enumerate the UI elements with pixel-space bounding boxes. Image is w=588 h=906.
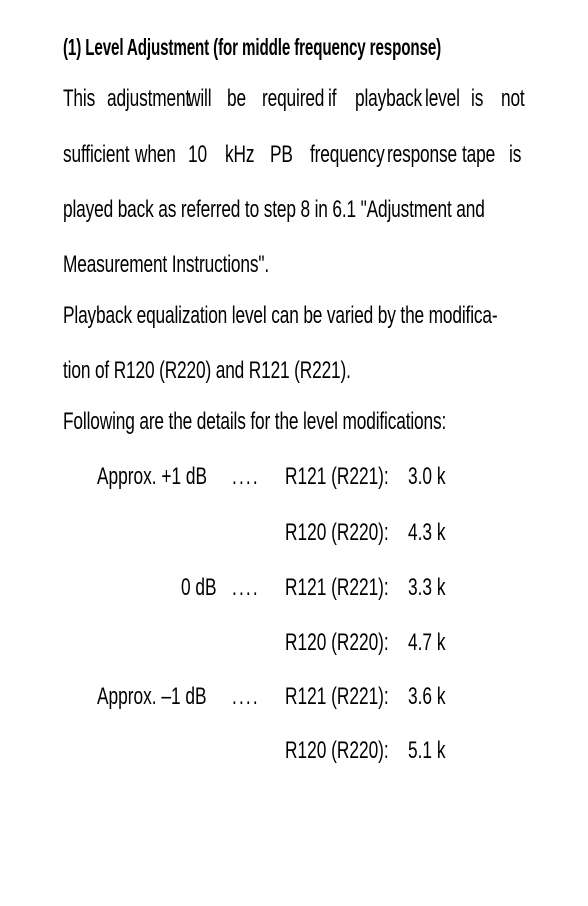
r120-value: 5.1 k: [408, 737, 446, 764]
para1-line1: [63, 84, 525, 114]
word: is: [509, 141, 522, 168]
r121-value: 3.0 k: [408, 463, 446, 490]
para1-line2: [63, 140, 522, 170]
level-label: Approx. +1 dB: [97, 463, 207, 490]
word: This: [63, 85, 96, 112]
r120-label: R120 (R220):: [285, 629, 389, 656]
word: sufficient: [63, 141, 130, 168]
word: be: [226, 85, 246, 112]
word: when: [134, 141, 176, 168]
r120-value: 4.7 k: [408, 629, 446, 656]
word: if: [327, 85, 337, 112]
word: response: [387, 141, 458, 168]
word: will: [188, 85, 212, 112]
r121-value: 3.6 k: [408, 683, 446, 710]
para2-line2: tion of R120 (R220) and R121 (R221).: [63, 357, 351, 384]
r121-label: R121 (R221):: [285, 463, 389, 490]
r120-label: R120 (R220):: [285, 737, 389, 764]
r121-label: R121 (R221):: [285, 574, 389, 601]
word: frequency: [310, 141, 385, 168]
para1-line3: played back as referred to step 8 in 6.1 "Adjustment and: [63, 196, 485, 223]
word: is: [470, 85, 484, 112]
level-label: 0 dB: [181, 574, 217, 601]
word: playback: [354, 85, 423, 112]
level-label: Approx. –1 dB: [97, 683, 207, 710]
word: PB: [269, 141, 293, 168]
word: required: [261, 85, 324, 112]
section-heading: (1) Level Adjustment (for middle frequency response): [63, 34, 442, 60]
leader-dots: ....: [232, 683, 260, 710]
word: kHz: [225, 141, 255, 168]
para3: Following are the details for the level modifications:: [63, 408, 447, 435]
para2-line1: Playback equalization level can be varied by the modifica-: [63, 302, 498, 329]
para1-line4: Measurement Instructions".: [63, 251, 269, 278]
word: level: [424, 85, 460, 112]
r120-label: R120 (R220):: [285, 519, 389, 546]
r121-label: R121 (R221):: [285, 683, 389, 710]
word: adjustment: [107, 85, 191, 112]
r121-value: 3.3 k: [408, 574, 446, 601]
word: not: [500, 85, 525, 112]
word: tape: [461, 141, 495, 168]
leader-dots: ....: [232, 574, 260, 601]
r120-value: 4.3 k: [408, 519, 446, 546]
leader-dots: ....: [232, 463, 260, 490]
word: 10: [187, 141, 207, 168]
